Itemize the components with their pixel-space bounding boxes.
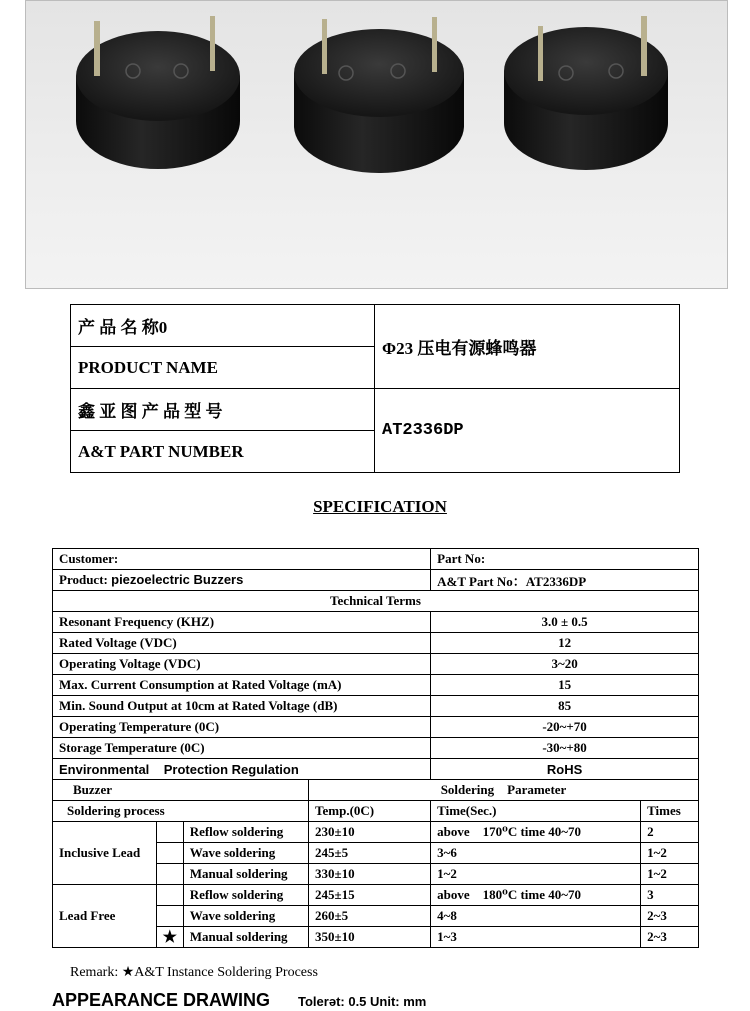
spec-row-label: Min. Sound Output at 10cm at Rated Voltage (dB) (53, 696, 431, 717)
times: 2~3 (641, 927, 699, 948)
spec-row-label: Operating Temperature (0C) (53, 717, 431, 738)
spec-row-value: 3.0 ± 0.5 (431, 612, 699, 633)
spec-row-label: Environmental Protection Regulation (53, 759, 431, 780)
times: 1~2 (641, 864, 699, 885)
part-number-en-label: A&T PART NUMBER (71, 431, 375, 473)
times-header: Times (641, 801, 699, 822)
product-name-value: Φ23 压电有源蜂鸣器 (375, 305, 680, 389)
spec-row-label: Max. Current Consumption at Rated Voltage (mA) (53, 675, 431, 696)
spec-row (53, 738, 699, 759)
method: Manual soldering (183, 927, 308, 948)
buzzer-1 (76, 16, 240, 169)
temp: 260±5 (309, 906, 431, 927)
at-part-cell: A&T Part No：AT2336DP (431, 570, 699, 591)
product-name-cn-label: 产 品 名 称0 (71, 305, 375, 347)
three-piezo-buzzers-image (26, 1, 727, 288)
spec-row (53, 633, 699, 654)
time: 1~2 (431, 864, 641, 885)
times: 2~3 (641, 906, 699, 927)
time: 1~3 (431, 927, 641, 948)
temp: 245±15 (309, 885, 431, 906)
soldering-parameter-header: Soldering Parameter (309, 780, 699, 801)
spec-row-label: Operating Voltage (VDC) (53, 654, 431, 675)
spec-row-value: -30~+80 (431, 738, 699, 759)
time: above 180⁰C time 40~70 (431, 885, 641, 906)
part-number-value: AT2336DP (375, 389, 680, 473)
times: 3 (641, 885, 699, 906)
temp: 330±10 (309, 864, 431, 885)
spec-row-value: 12 (431, 633, 699, 654)
soldering-process-header: Soldering process (53, 801, 309, 822)
customer-label: Customer: (53, 549, 431, 570)
method: Manual soldering (183, 864, 308, 885)
spec-row (53, 696, 699, 717)
spec-row-label: Rated Voltage (VDC) (53, 633, 431, 654)
spec-row-value: 15 (431, 675, 699, 696)
spec-row-label: Resonant Frequency (KHZ) (53, 612, 431, 633)
spec-row (53, 654, 699, 675)
spec-row-value: -20~+70 (431, 717, 699, 738)
spec-row-value: RoHS (431, 759, 699, 780)
lead-free-label: Lead Free (53, 885, 157, 948)
part-no-label: Part No: (431, 549, 699, 570)
temp: 350±10 (309, 927, 431, 948)
product-cell: Product: piezoelectric Buzzers (53, 570, 431, 591)
product-photo (25, 0, 728, 289)
spec-title: SPECIFICATION (313, 497, 447, 516)
method: Reflow soldering (183, 885, 308, 906)
technical-terms-header: Technical Terms (53, 591, 699, 612)
method: Reflow soldering (183, 822, 308, 843)
appearance-heading: APPEARANCE DRAWING Tolerǝt: 0.5 Unit: mm (52, 990, 427, 1010)
star-icon: ★ (156, 927, 183, 948)
spec-row-value: 3~20 (431, 654, 699, 675)
temp: 245±5 (309, 843, 431, 864)
times: 1~2 (641, 843, 699, 864)
buzzer-2 (294, 17, 464, 173)
spec-row (53, 612, 699, 633)
spec-row-value: 85 (431, 696, 699, 717)
time: 4~8 (431, 906, 641, 927)
times: 2 (641, 822, 699, 843)
temp-header: Temp.(0C) (309, 801, 431, 822)
method: Wave soldering (183, 843, 308, 864)
product-name-en-label: PRODUCT NAME (71, 347, 375, 389)
method: Wave soldering (183, 906, 308, 927)
time: above 170⁰C time 40~70 (431, 822, 641, 843)
temp: 230±10 (309, 822, 431, 843)
spec-table (52, 548, 699, 948)
remark: Remark: ★A&T Instance Soldering Process (70, 965, 318, 980)
buzzer-3 (504, 16, 668, 170)
buzzer-header: Buzzer (53, 780, 309, 801)
spec-row (53, 759, 699, 780)
time: 3~6 (431, 843, 641, 864)
part-number-cn-label: 鑫 亚 图 产 品 型 号 (71, 389, 375, 431)
spec-row (53, 675, 699, 696)
time-header: Time(Sec.) (431, 801, 641, 822)
spec-row-label: Storage Temperature (0C) (53, 738, 431, 759)
spec-row (53, 717, 699, 738)
inclusive-lead-label: Inclusive Lead (53, 822, 157, 885)
product-info-table (70, 304, 680, 473)
